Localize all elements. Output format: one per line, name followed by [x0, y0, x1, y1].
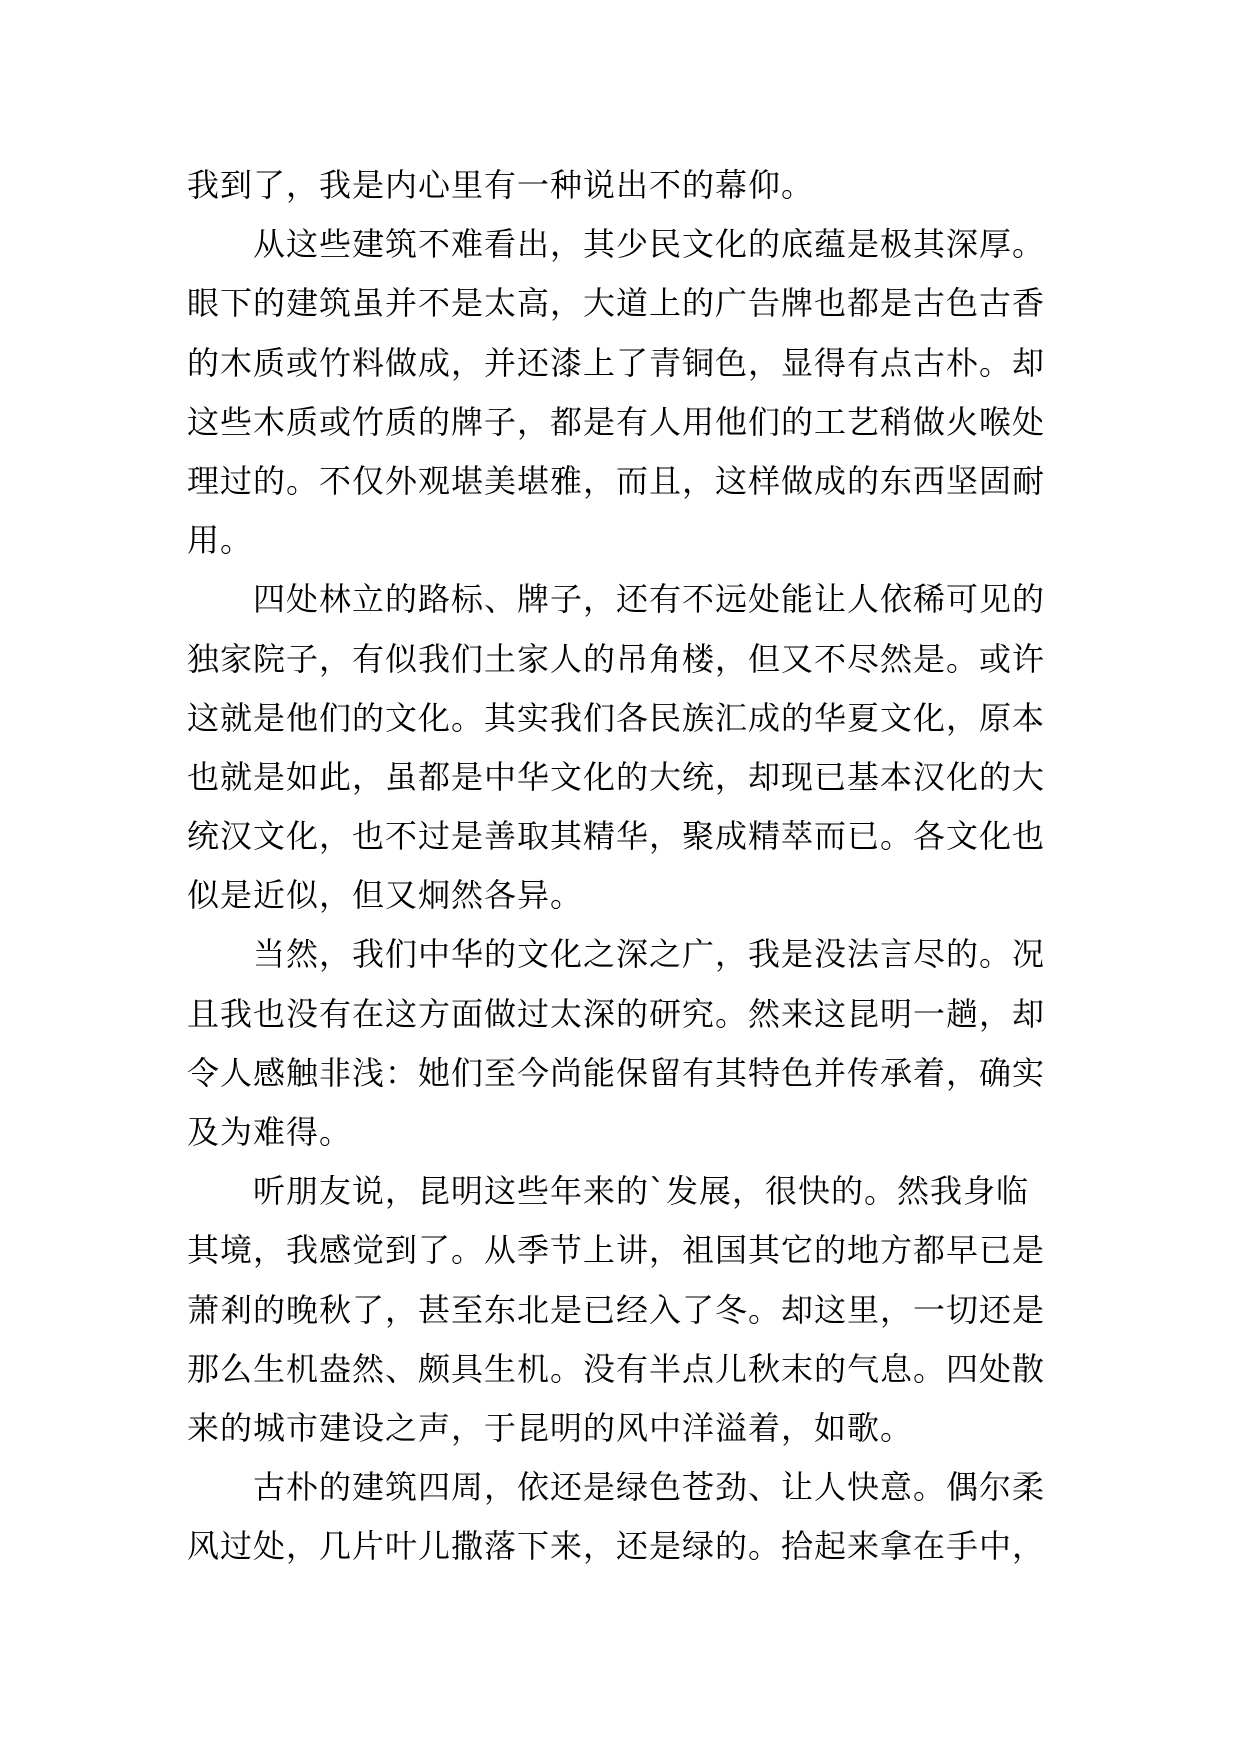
text-line: 风过处，几片叶儿撒落下来，还是绿的。拾起来拿在手中，: [187, 1527, 1046, 1566]
text-line: 我到了，我是内心里有一种说出不的幕仰。: [187, 166, 815, 204]
text-line: 这就是他们的文化。其实我们各民族汇成的华夏文化，原本: [187, 698, 1046, 737]
text-line: 四处林立的路标、牌子，还有不远处能让人依稀可见的: [253, 580, 1046, 619]
text-line: 也就是如此，虽都是中华文化的大统，却现已基本汉化的大: [187, 757, 1046, 796]
text-line: 理过的。不仅外观堪美堪雅，而且，这样做成的东西坚固耐: [187, 461, 1046, 500]
text-line: 似是近似，但又炯然各异。: [187, 876, 584, 915]
text-line: 那么生机盎然、颇具生机。没有半点儿秋末的气息。四处散: [187, 1349, 1046, 1388]
text-line: 的木质或竹料做成，并还漆上了青铜色，显得有点古朴。却: [187, 343, 1046, 382]
text-line: 及为难得。: [187, 1113, 353, 1151]
text-line: 当然，我们中华的文化之深之广，我是没法言尽的。况: [253, 935, 1046, 974]
text-line: 用。: [187, 521, 254, 560]
text-line: 令人感触非浅：她们至今尚能保留有其特色并传承着，确实: [187, 1053, 1046, 1092]
text-line: 独家院子，有似我们土家人的吊角楼，但又不尽然是。或许: [187, 639, 1046, 678]
text-line: 统汉文化，也不过是善取其精华，聚成精萃而已。各文化也: [187, 817, 1046, 856]
text-line: 眼下的建筑虽并不是太高，大道上的广告牌也都是古色古香: [187, 284, 1046, 323]
text-line: 且我也没有在这方面做过太深的研究。然来这昆明一趟，却: [187, 994, 1046, 1033]
text-line: 从这些建筑不难看出，其少民文化的底蕴是极其深厚。: [253, 225, 1046, 264]
text-line: 古朴的建筑四周，依还是绿色苍劲、让人快意。偶尔柔: [253, 1468, 1046, 1507]
text-line: 听朋友说，昆明这些年来的`发展，很快的。然我身临: [253, 1172, 1030, 1211]
text-line: 这些木质或竹质的牌子，都是有人用他们的工艺稍做火喉处: [187, 402, 1046, 441]
text-line: 萧剎的晚秋了，甚至东北是已经入了冬。却这里，一切还是: [187, 1290, 1046, 1329]
text-line: 来的城市建设之声，于昆明的风中洋溢着，如歌。: [187, 1408, 914, 1447]
text-line: 其境，我感觉到了。从季节上讲，祖国其它的地方都早已是: [187, 1231, 1046, 1270]
body-text: [187, 156, 1067, 1577]
